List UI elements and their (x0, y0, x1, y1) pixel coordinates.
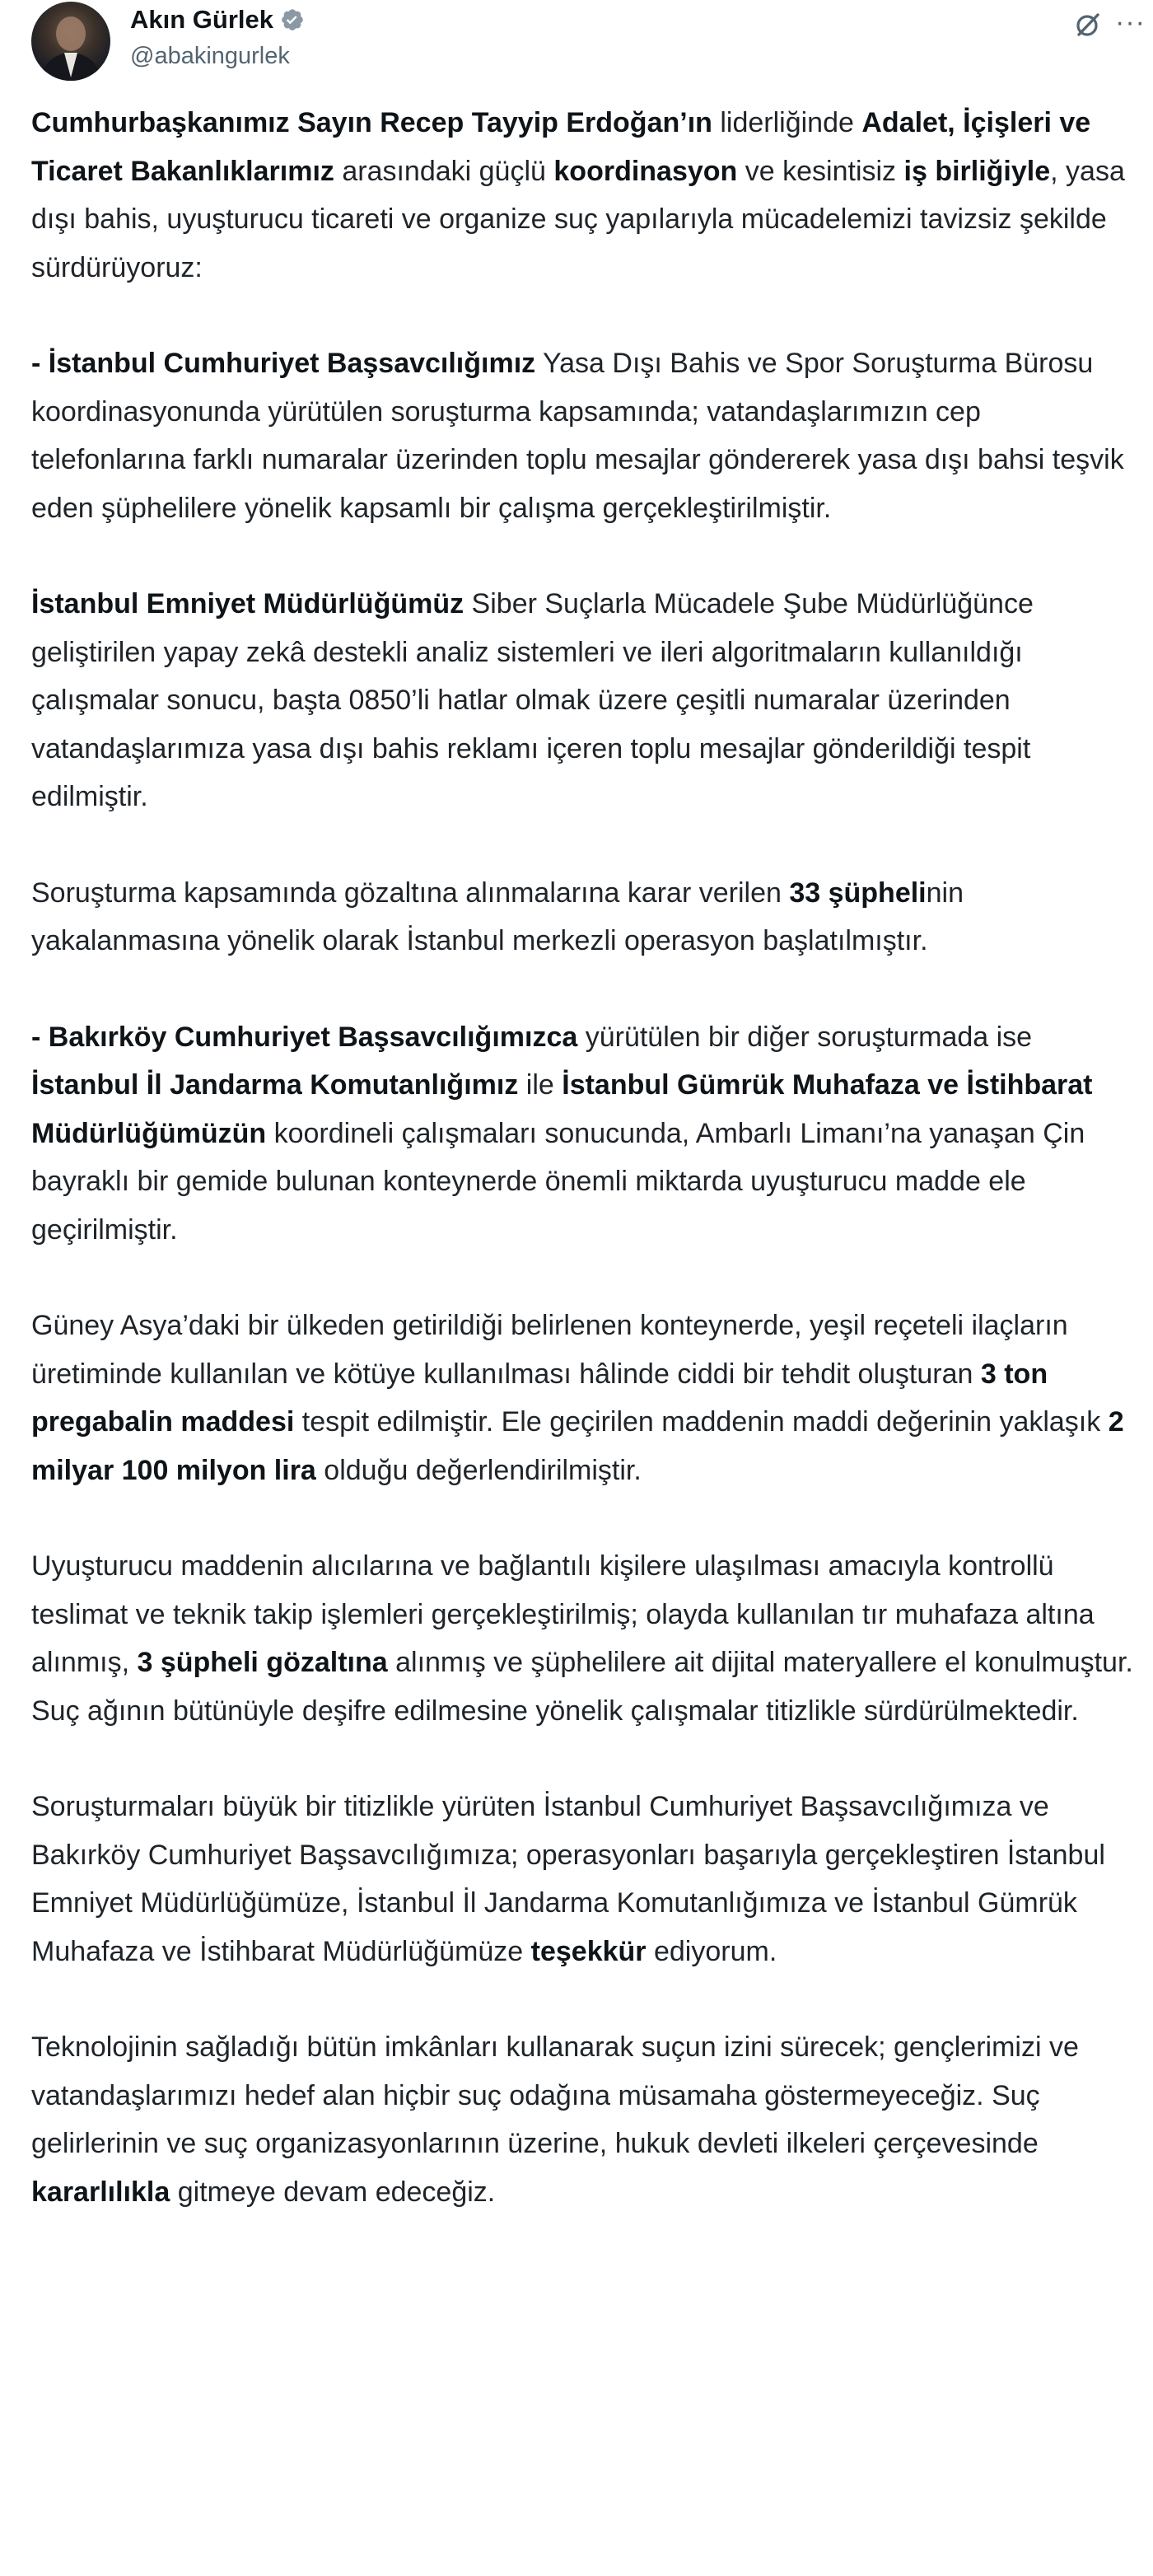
post-paragraph (31, 1302, 1135, 1494)
bold-text: - İstanbul Cumhuriyet Başsavcılığımız (31, 348, 536, 379)
bold-text: kararlılıkla (31, 2176, 170, 2208)
bold-text: koordinasyon (553, 155, 738, 187)
post-paragraph (31, 1542, 1135, 1735)
text-run: arasındaki güçlü (334, 155, 554, 187)
bold-text: Adalet, İçişleri ve Ticaret Bakanlıklarımız (31, 107, 1091, 187)
display-name[interactable]: Akın Gürlek (130, 5, 273, 34)
bold-text: İstanbul İl Jandarma Komutanlığımız (31, 1069, 519, 1101)
post-paragraph (31, 1013, 1135, 1255)
text-run: gitmeye devam edeceğiz. (170, 2176, 496, 2208)
text-run: Siber Suçlarla Mücadele Şube Müdürlüğünce geliştirilen yapay zekâ destekli analiz sistemleri ve ileri algoritmaların kullanıldığı çalışmalar sonucu, başta 0850’li hatlar olmak üzere çeşitli numaralar üzerinden vatandaşlarımıza yasa dışı bahis reklamı içeren toplu mesajlar gönderildiği tespit edilmiştir. (31, 588, 1034, 812)
post-header (31, 0, 1146, 91)
text-run: ile (518, 1069, 562, 1101)
text-run: Teknolojinin sağladığı bütün imkânları kullanarak suçun izini sürecek; gençlerimizi ve vatandaşlarımızı hedef alan hiçbir suç odağına müsamaha göstermeyeceğiz. Suç gelirlerinin ve suç organizasyonlarının üzerine, hukuk devleti ilkeleri çerçevesinde (31, 2031, 1079, 2159)
more-options-icon[interactable]: ··· (1115, 7, 1146, 38)
text-run: yürütülen bir diğer soruşturmada ise (577, 1021, 1033, 1053)
post-paragraph (31, 339, 1135, 532)
text-run: liderliğinde (712, 107, 862, 138)
text-run: koordineli çalışmaları sonucunda, Ambarlı Limanı’na yanaşan Çin bayraklı bir gemide bulunan konteynerde önemli miktarda uyuşturucu madde ele geçirilmiştir. (31, 1117, 1085, 1246)
bold-text: Cumhurbaşkanımız Sayın Recep Tayyip Erdoğan’ın (31, 107, 712, 138)
text-run: Uyuşturucu maddenin alıcılarına ve bağlantılı kişilere ulaşılması amacıyla kontrollü teslimat ve teknik takip işlemleri gerçekleştirilmiş; olayda kullanılan tır muhafaza altına alınmış, (31, 1550, 1095, 1678)
avatar[interactable] (31, 2, 110, 81)
bold-text: İstanbul Gümrük Muhafaza ve İstihbarat Müdürlüğümüzün (31, 1069, 1093, 1149)
verified-badge-icon (280, 7, 305, 32)
author-block (130, 3, 305, 72)
text-run: alınmış ve şüphelilere ait dijital materyallere el konulmuştur. Suç ağının bütünüyle deşifre edilmesine yönelik çalışmalar titizlikle sürdürülmektedir. (31, 1647, 1133, 1727)
handle[interactable]: @abakingurlek (130, 43, 290, 69)
bold-text: 2 milyar 100 milyon lira (31, 1406, 1124, 1486)
bold-text: 3 ton pregabalin maddesi (31, 1358, 1048, 1438)
text-run: Yasa Dışı Bahis ve Spor Soruşturma Bürosu koordinasyonunda yürütülen soruşturma kapsamında; vatandaşlarımızın cep telefonlarına farklı numaralar üzerinden toplu mesajlar göndererek yasa dışı bahsi teşvik eden şüphelilere yönelik kapsamlı bir çalışma gerçekleştirilmiştir. (31, 348, 1124, 524)
post-paragraph (31, 2023, 1135, 2216)
post-paragraph (31, 1783, 1135, 1975)
text-run: tespit edilmiştir. Ele geçirilen maddenin maddi değerinin yaklaşık (294, 1406, 1109, 1438)
text-run: ediyorum. (646, 1935, 777, 1967)
text-run: nin yakalanmasına yönelik olarak İstanbul merkezli operasyon başlatılmıştır. (31, 877, 964, 956)
bold-text: teşekkür (530, 1935, 647, 1967)
bold-text: iş birliğiyle (903, 155, 1051, 187)
bold-text: 3 şüpheli gözaltına (137, 1647, 388, 1678)
text-run: Güney Asya’daki bir ülkeden getirildiği belirlenen konteynerde, yeşil reçeteli ilaçların üretiminde kullanılan ve kötüye kullanılması hâlinde ciddi bir tehdit oluşturan (31, 1310, 1068, 1390)
text-run: olduğu değerlendirilmiştir. (315, 1454, 642, 1486)
post-paragraph (31, 869, 1135, 965)
bold-text: 33 şüpheli (789, 877, 927, 909)
bold-text: İstanbul Emniyet Müdürlüğümüz (31, 588, 464, 619)
text-run: ve kesintisiz (737, 155, 904, 187)
grok-icon[interactable] (1071, 8, 1104, 41)
post-paragraph (31, 99, 1135, 292)
post-text (31, 99, 1135, 2216)
text-run: Soruşturmaları büyük bir titizlikle yürüten İstanbul Cumhuriyet Başsavcılığımıza ve Bakırköy Cumhuriyet Başsavcılığımıza; operasyonları başarıyla gerçekleştiren İstanbul Emniyet Müdürlüğümüze, İstanbul İl Jandarma Komutanlığımıza ve İstanbul Gümrük Muhafaza ve İstihbarat Müdürlüğümüze (31, 1791, 1105, 1967)
bold-text: - Bakırköy Cumhuriyet Başsavcılığımızca (31, 1021, 578, 1053)
text-run: , yasa dışı bahis, uyuşturucu ticareti ve organize suç yapılarıyla mücadelemizi tavizsiz şekilde sürdürüyoruz: (31, 155, 1125, 283)
text-run: Soruşturma kapsamında gözaltına alınmalarına karar verilen (31, 877, 790, 909)
post-paragraph (31, 580, 1135, 821)
